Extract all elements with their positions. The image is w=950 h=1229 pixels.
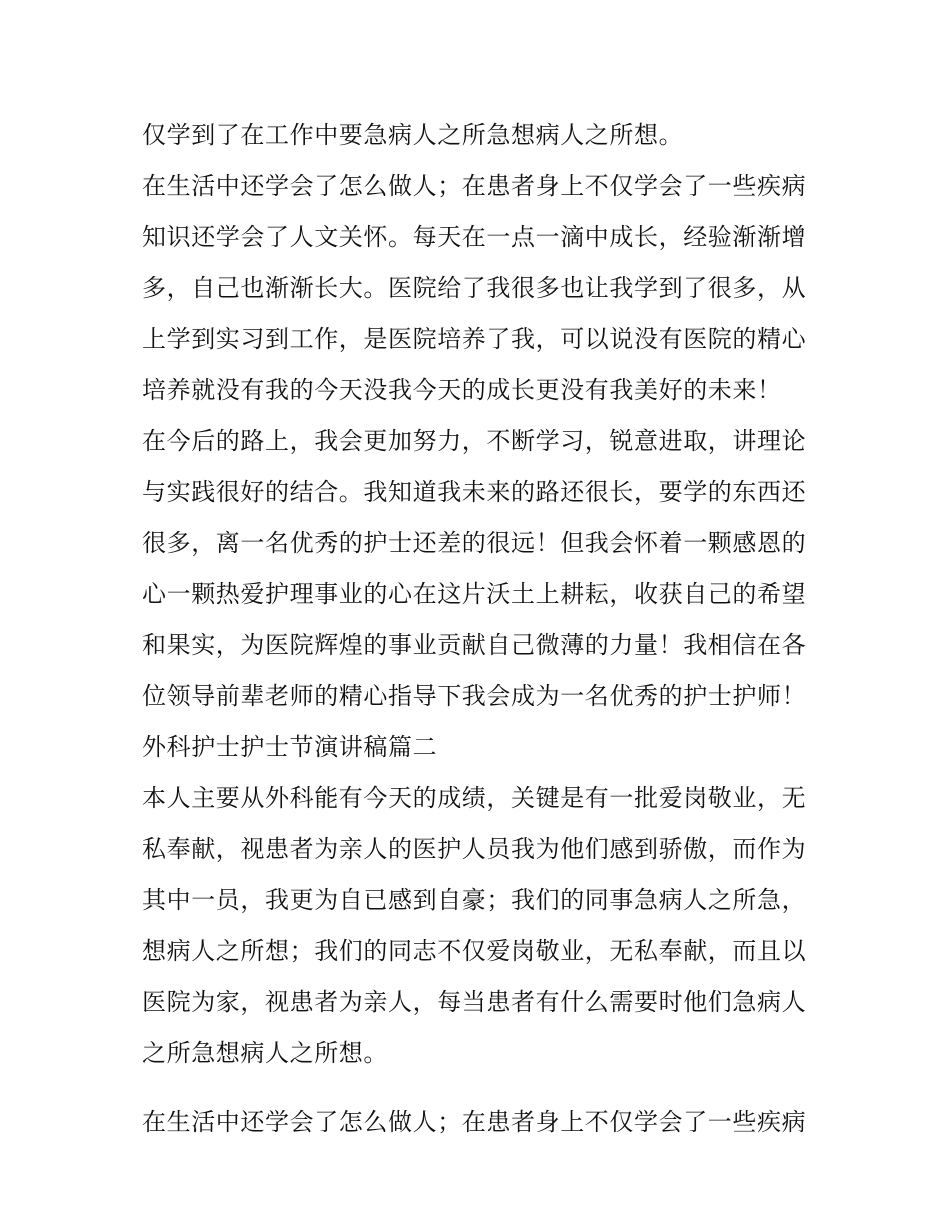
paragraph-line: 医院为家，视患者为亲人，每当患者有什么需要时他们急病人	[142, 988, 807, 1016]
paragraph-line: 很多，离一名优秀的护士还差的很远！但我会怀着一颗感恩的	[142, 529, 807, 557]
paragraph-line: 与实践很好的结合。我知道我未来的路还很长，要学的东西还	[142, 478, 807, 506]
paragraph-line: 培养就没有我的今天没我今天的成长更没有我美好的未来！	[142, 376, 782, 404]
paragraph-line: 仅学到了在工作中要急病人之所急想病人之所想。	[142, 121, 684, 149]
paragraph-line: 心一颗热爱护理事业的心在这片沃土上耕耘，收获自己的希望	[142, 580, 807, 608]
document-body	[142, 110, 832, 1148]
paragraph-gap	[142, 1079, 832, 1097]
paragraph-line: 位领导前辈老师的精心指导下我会成为一名优秀的护士护师！	[142, 682, 807, 710]
paragraph-line: 私奉献，视患者为亲人的医护人员我为他们感到骄傲，而作为	[142, 835, 807, 863]
paragraph-line: 在生活中还学会了怎么做人；在患者身上不仅学会了一些疾病	[142, 1108, 807, 1136]
paragraph-line: 在今后的路上，我会更加努力，不断学习，锐意进取，讲理论	[142, 427, 807, 455]
paragraph-line: 其中一员，我更为自已感到自豪；我们的同事急病人之所急，	[142, 886, 807, 914]
paragraph-line: 知识还学会了人文关怀。每天在一点一滴中成长，经验渐渐增	[142, 223, 807, 251]
paragraph-line: 在生活中还学会了怎么做人；在患者身上不仅学会了一些疾病	[142, 172, 807, 200]
paragraph-line: 多，自己也渐渐长大。医院给了我很多也让我学到了很多，从	[142, 274, 807, 302]
paragraph-line: 想病人之所想；我们的同志不仅爱岗敬业，无私奉献，而且以	[142, 937, 807, 965]
paragraph-line: 和果实，为医院辉煌的事业贡献自己微薄的力量！我相信在各	[142, 631, 807, 659]
paragraph-line: 之所急想病人之所想。	[142, 1039, 388, 1067]
paragraph-line: 上学到实习到工作，是医院培养了我，可以说没有医院的精心	[142, 325, 807, 353]
paragraph-line: 本人主要从外科能有今天的成绩，关键是有一批爱岗敬业，无	[142, 784, 807, 812]
section-heading: 外科护士护士节演讲稿篇二	[142, 733, 438, 761]
